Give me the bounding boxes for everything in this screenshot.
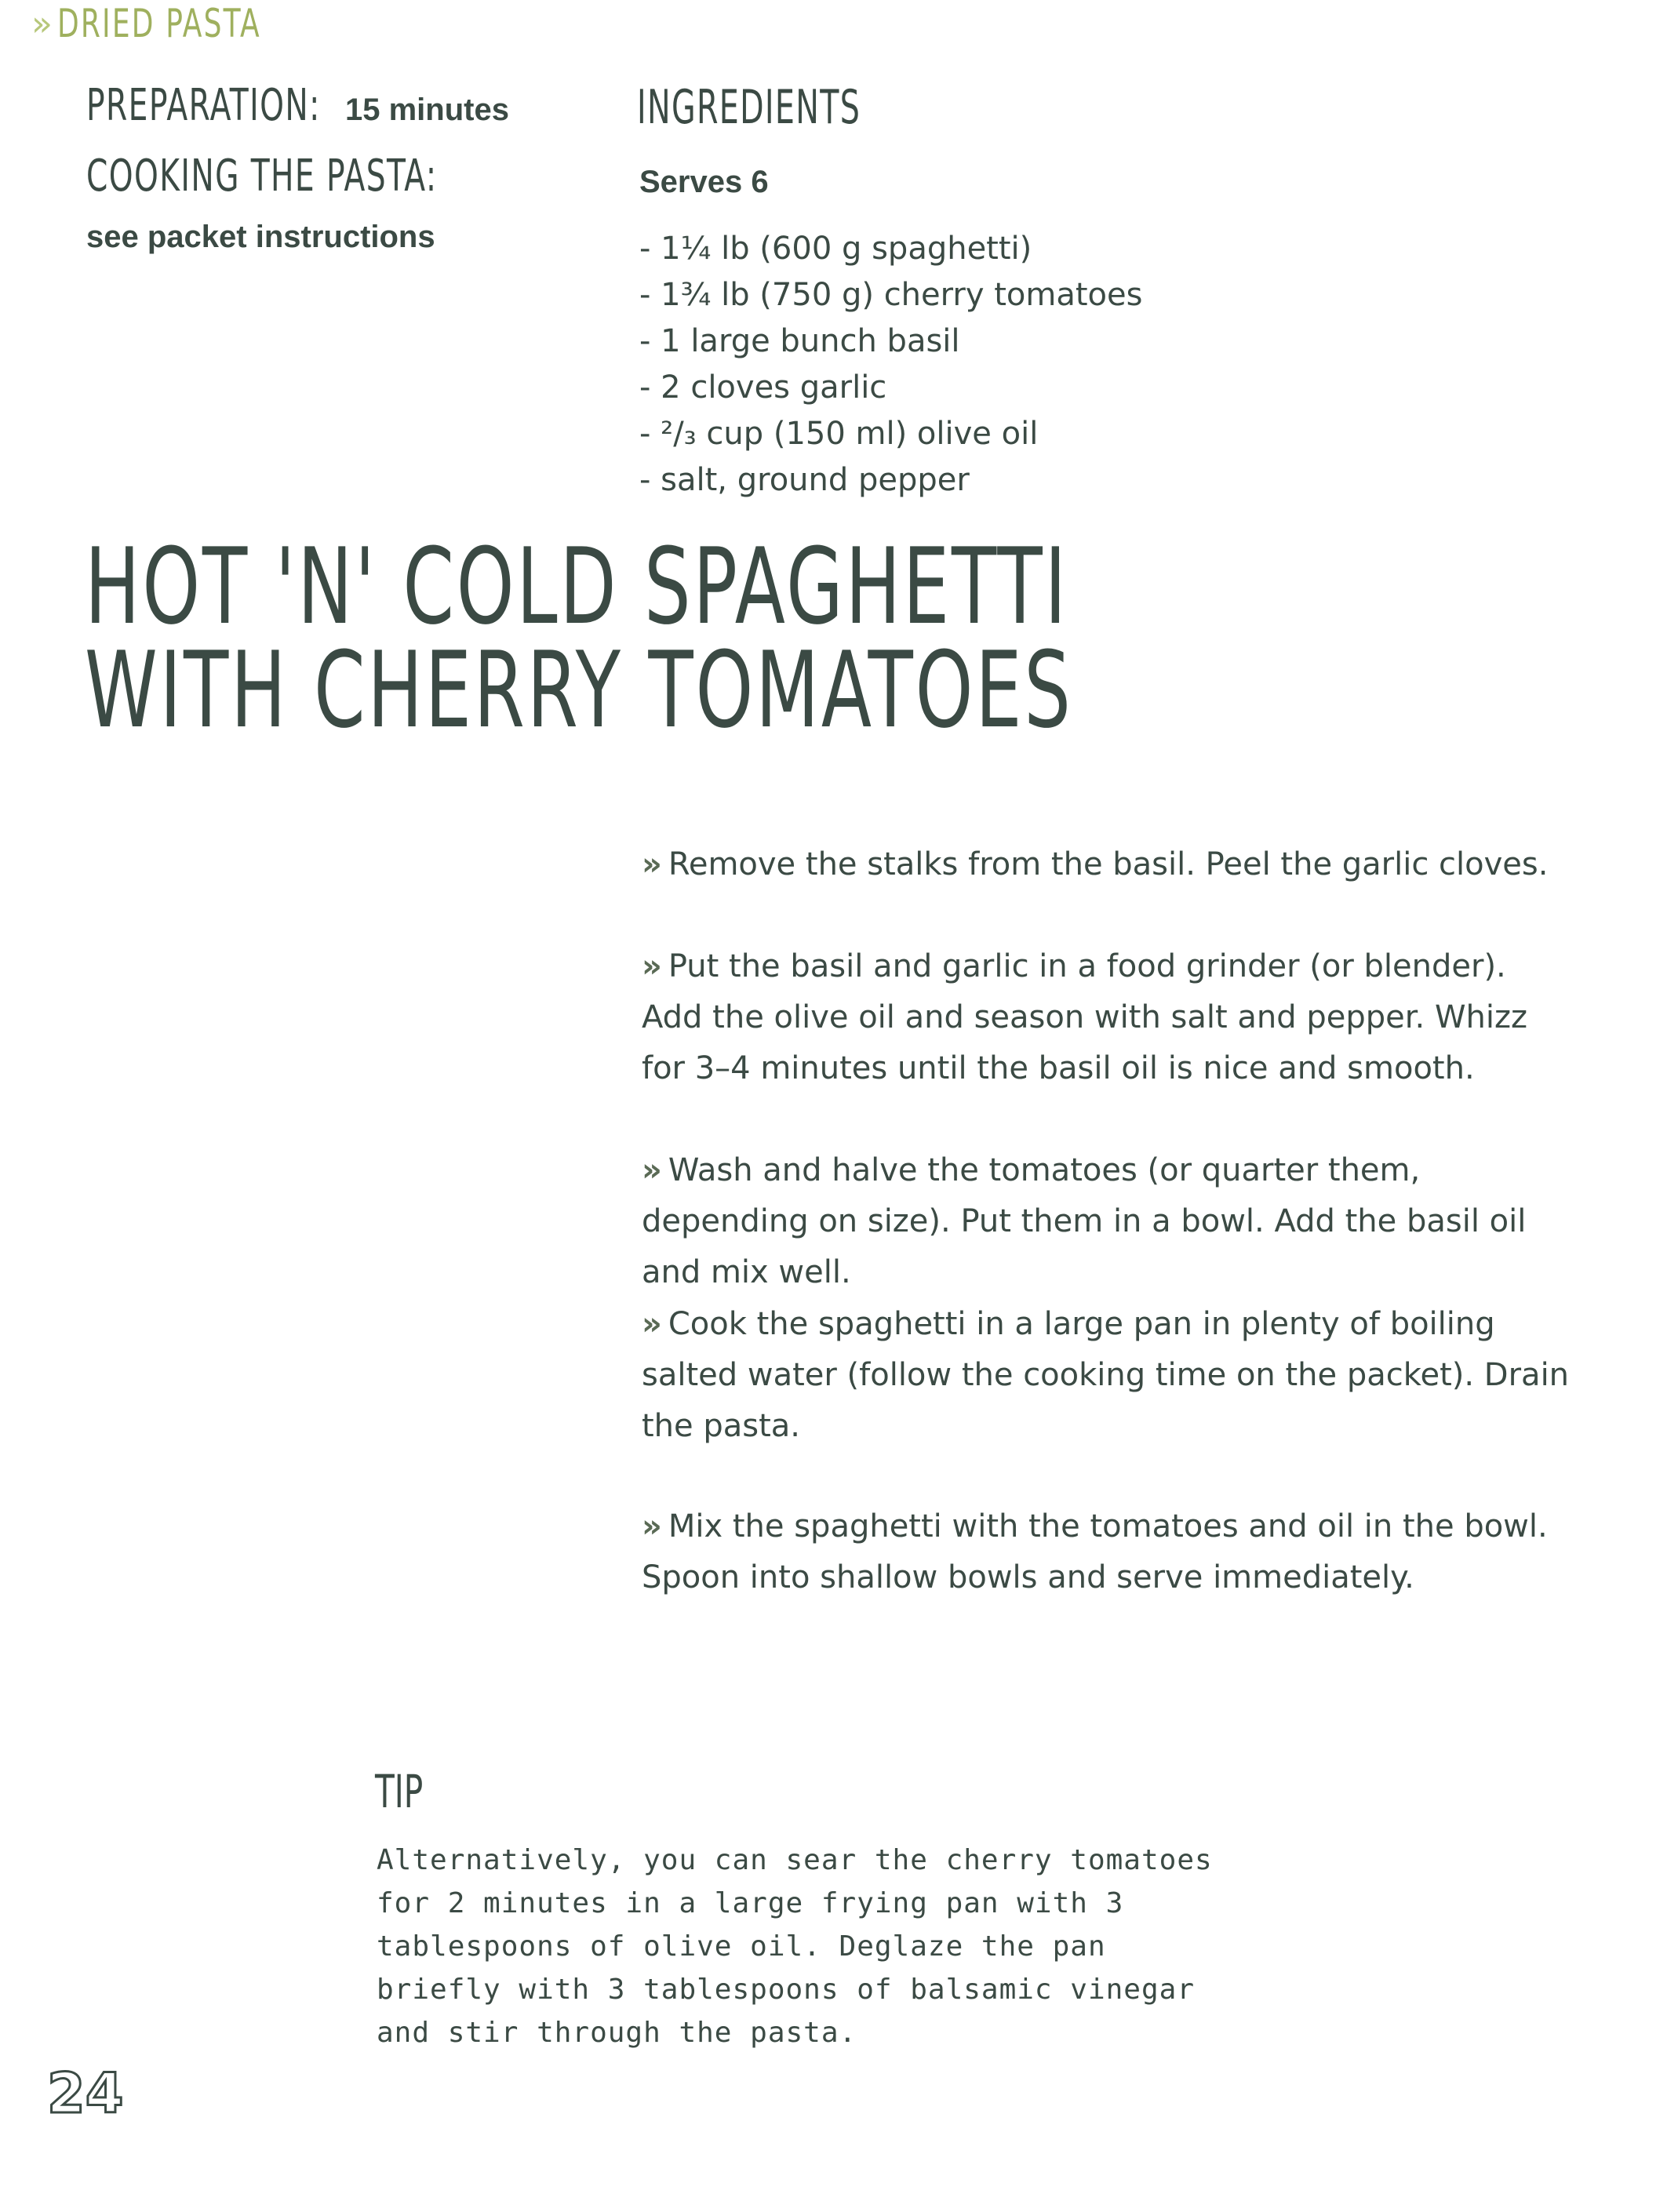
preparation-label: PREPARATION: <box>86 80 321 131</box>
double-chevron-icon: » <box>31 3 53 44</box>
tip-text: Alternatively, you can sear the cherry tomatoes for 2 minutes in a large frying pan with 3 tablespoons of olive oil. Deglaze the pan briefly with 3 tablespoons of balsamic vinegar and stir through the pasta. <box>377 1844 1213 2049</box>
method-step <box>642 1145 1575 1298</box>
ingredient-item: - 1 large bunch basil <box>639 318 1142 365</box>
step-text: Cook the spaghetti in a large pan in plenty of boiling salted water (follow the cooking time on the packet). Drain the pasta. <box>642 1306 1570 1444</box>
double-chevron-icon: » <box>642 846 662 882</box>
ingredient-item: - 2 cloves garlic <box>639 365 1142 411</box>
section-label: DRIED PASTA <box>56 1 261 46</box>
preparation-row <box>86 80 509 131</box>
ingredient-item: - 1¼ lb (600 g spaghetti) <box>639 226 1142 272</box>
section-header <box>31 0 340 47</box>
step-text: Mix the spaghetti with the tomatoes and oil in the bowl. Spoon into shallow bowls and serve immediately. <box>642 1508 1548 1595</box>
preparation-value: 15 minutes <box>345 93 509 127</box>
step-text: Remove the stalks from the basil. Peel the garlic cloves. <box>668 846 1549 882</box>
method-step <box>642 941 1575 1094</box>
method-step <box>642 1299 1575 1452</box>
method-step <box>642 1501 1575 1603</box>
double-chevron-icon: » <box>642 948 662 984</box>
step-text: Put the basil and garlic in a food grinder (or blender). Add the olive oil and season with salt and pepper. Whizz for 3–4 minutes until the basil oil is nice and smooth. <box>642 948 1527 1086</box>
serves-label: Serves 6 <box>639 165 769 199</box>
ingredient-item: - 1¾ lb (750 g) cherry tomatoes <box>639 272 1142 318</box>
ingredients-list <box>639 226 1142 504</box>
cooking-value: see packet instructions <box>86 220 435 254</box>
step-text: Wash and halve the tomatoes (or quarter them, depending on size). Put them in a bowl. Add the basil oil and mix well. <box>642 1152 1527 1290</box>
page-number: 24 <box>47 2061 124 2126</box>
tip-title: TIP <box>375 1765 424 1818</box>
ingredients-title: INGREDIENTS <box>637 80 861 135</box>
ingredient-item: - ²/₃ cup (150 ml) olive oil <box>639 411 1142 457</box>
method-step <box>642 839 1575 890</box>
double-chevron-icon: » <box>642 1306 662 1342</box>
recipe-title: HOT 'N' COLD SPAGHETTI WITH CHERRY TOMATOES <box>85 526 1073 751</box>
ingredient-item: - salt, ground pepper <box>639 457 1142 504</box>
double-chevron-icon: » <box>642 1152 662 1188</box>
cooking-label: COOKING THE PASTA: <box>86 151 438 202</box>
double-chevron-icon: » <box>642 1508 662 1544</box>
